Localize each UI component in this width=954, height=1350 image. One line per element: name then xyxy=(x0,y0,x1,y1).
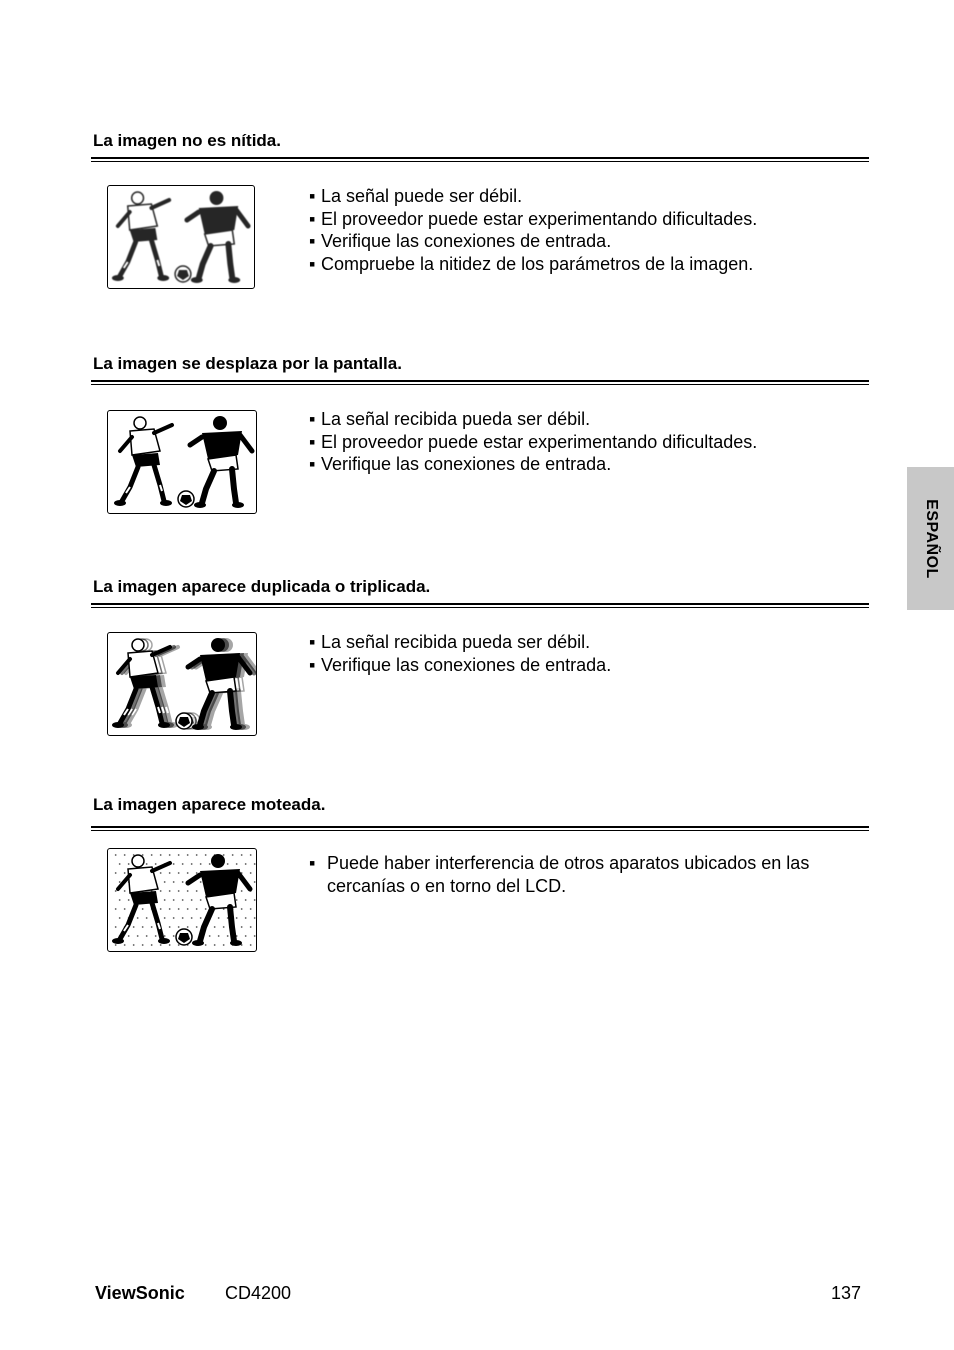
list-item: ▪ Compruebe la nitidez de los parámetros de la imagen. xyxy=(309,253,754,274)
soccer-players-blurry-image xyxy=(107,185,255,289)
bullet-marker: ▪ xyxy=(309,853,316,873)
section-title: La imagen se desplaza por la pantalla. xyxy=(93,354,402,373)
soccer-players-shifted-image xyxy=(107,410,257,514)
section-rule-thin xyxy=(91,830,869,831)
list-item: ▪ El proveedor puede estar experimentando dificultades. xyxy=(309,431,758,452)
section-rule-thin xyxy=(91,607,869,608)
bullet-list xyxy=(309,185,757,275)
list-item: ▪ La señal recibida pueda ser débil. xyxy=(309,632,591,652)
section-rule xyxy=(91,826,869,828)
footer-model: CD4200 xyxy=(225,1283,292,1303)
bullet-list xyxy=(309,631,611,676)
section-title: La imagen aparece duplicada o triplicada. xyxy=(93,577,431,596)
footer-brand: ViewSonic xyxy=(95,1283,185,1303)
list-item: ▪ El proveedor puede estar experimentando dificultades. xyxy=(309,208,758,229)
bullet-list xyxy=(309,408,757,476)
language-side-tab xyxy=(907,467,954,610)
page-number: 137 xyxy=(831,1283,862,1303)
section-rule-thin xyxy=(91,384,869,385)
section-rule xyxy=(91,157,869,159)
language-label: ESPAÑOL xyxy=(922,498,940,579)
list-item: ▪ Verifique las conexiones de entrada. xyxy=(309,654,612,675)
list-item: ▪ Verifique las conexiones de entrada. xyxy=(309,454,612,474)
list-item: Puede haber interferencia de otros aparatos ubicados en las cercanías o en torno del LCD. xyxy=(327,853,810,896)
section-rule-thin xyxy=(91,161,869,162)
list-item: ▪ Verifique las conexiones de entrada. xyxy=(309,231,612,251)
section-title: La imagen no es nítida. xyxy=(93,131,281,150)
section-title: La imagen aparece moteada. xyxy=(93,795,326,814)
soccer-players-speckled-image xyxy=(107,848,257,952)
section-rule xyxy=(91,380,869,382)
list-item: ▪ La señal puede ser débil. xyxy=(309,186,523,206)
section-rule xyxy=(91,603,869,605)
list-item: ▪ La señal recibida pueda ser débil. xyxy=(309,409,591,429)
soccer-players-ghost-image xyxy=(107,632,257,736)
